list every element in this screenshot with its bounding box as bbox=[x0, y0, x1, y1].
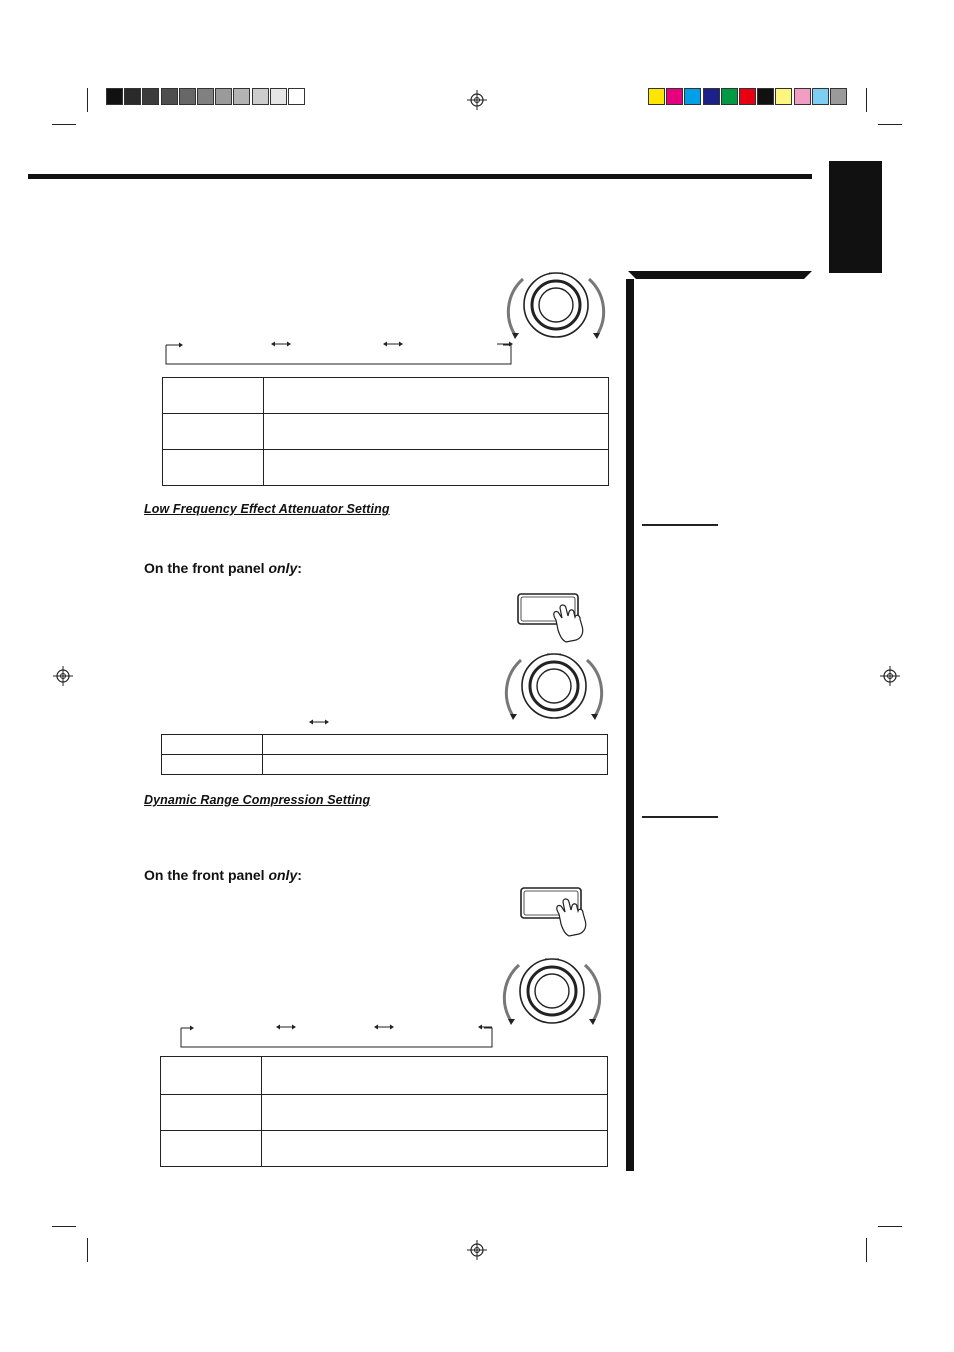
finger-press-button-icon bbox=[519, 886, 591, 938]
color-swatch bbox=[757, 88, 774, 105]
trim-mark bbox=[866, 1238, 867, 1262]
sidebar-left-bar bbox=[626, 279, 634, 1171]
color-swatch bbox=[648, 88, 665, 105]
color-swatch bbox=[252, 88, 269, 105]
trim-mark bbox=[52, 1226, 76, 1227]
trim-mark bbox=[878, 124, 902, 125]
table-row bbox=[163, 378, 609, 414]
registration-mark-icon bbox=[53, 666, 73, 686]
double-arrow-icon bbox=[276, 1025, 296, 1030]
drc-options-table bbox=[160, 1056, 608, 1167]
sidebar-divider bbox=[642, 816, 718, 818]
sidebar-top-bar bbox=[628, 271, 812, 281]
color-swatch bbox=[270, 88, 287, 105]
double-arrow-icon bbox=[308, 718, 330, 726]
front-panel-label: On the front panel bbox=[144, 560, 269, 576]
color-swatch bbox=[288, 88, 305, 105]
setting-cycle-diagram bbox=[163, 340, 515, 366]
registration-mark-icon bbox=[467, 90, 487, 110]
trim-mark bbox=[52, 124, 76, 125]
trim-mark bbox=[866, 88, 867, 112]
registration-mark-icon bbox=[880, 666, 900, 686]
color-swatch bbox=[666, 88, 683, 105]
color-swatch bbox=[179, 88, 196, 105]
registration-mark-icon bbox=[467, 1240, 487, 1260]
table-row bbox=[161, 1095, 608, 1131]
front-panel-only: only bbox=[268, 560, 298, 576]
color-swatch bbox=[233, 88, 250, 105]
color-swatch bbox=[775, 88, 792, 105]
color-swatch bbox=[215, 88, 232, 105]
front-panel-only: only bbox=[268, 867, 298, 883]
header-rule bbox=[28, 174, 812, 179]
trim-mark bbox=[87, 88, 88, 112]
setting-cycle-diagram bbox=[178, 1023, 494, 1049]
front-panel-label: On the front panel bbox=[144, 867, 269, 883]
lfe-options-table bbox=[161, 734, 608, 775]
color-swatch bbox=[739, 88, 756, 105]
finger-press-button-icon bbox=[516, 592, 588, 642]
color-swatch bbox=[703, 88, 720, 105]
language-tab bbox=[829, 161, 882, 273]
sidebar-divider bbox=[642, 524, 718, 526]
control-dial-icon bbox=[505, 957, 601, 1027]
table-row bbox=[161, 1131, 608, 1167]
section-heading-drc: Dynamic Range Compression Setting bbox=[144, 793, 371, 807]
section-heading-lfe: Low Frequency Effect Attenuator Setting bbox=[144, 502, 390, 516]
trim-mark bbox=[878, 1226, 902, 1227]
color-swatch bbox=[142, 88, 159, 105]
table-row bbox=[162, 755, 608, 775]
color-swatch bbox=[161, 88, 178, 105]
color-swatch bbox=[106, 88, 123, 105]
front-panel-colon: : bbox=[297, 560, 302, 576]
front-panel-note bbox=[144, 867, 302, 883]
control-dial-icon bbox=[507, 652, 603, 722]
color-swatch bbox=[812, 88, 829, 105]
color-swatch bbox=[794, 88, 811, 105]
color-swatch bbox=[830, 88, 847, 105]
table-row bbox=[162, 735, 608, 755]
color-swatch bbox=[197, 88, 214, 105]
setting-options-table bbox=[162, 377, 609, 486]
color-swatch bbox=[721, 88, 738, 105]
double-arrow-icon bbox=[383, 342, 403, 347]
table-row bbox=[163, 450, 609, 486]
table-row bbox=[161, 1057, 608, 1095]
table-row bbox=[163, 414, 609, 450]
color-swatch bbox=[124, 88, 141, 105]
front-panel-note bbox=[144, 560, 302, 576]
trim-mark bbox=[87, 1238, 88, 1262]
double-arrow-icon bbox=[271, 342, 291, 347]
front-panel-colon: : bbox=[297, 867, 302, 883]
control-dial-icon bbox=[509, 271, 605, 341]
color-swatch bbox=[684, 88, 701, 105]
double-arrow-icon bbox=[374, 1025, 394, 1030]
